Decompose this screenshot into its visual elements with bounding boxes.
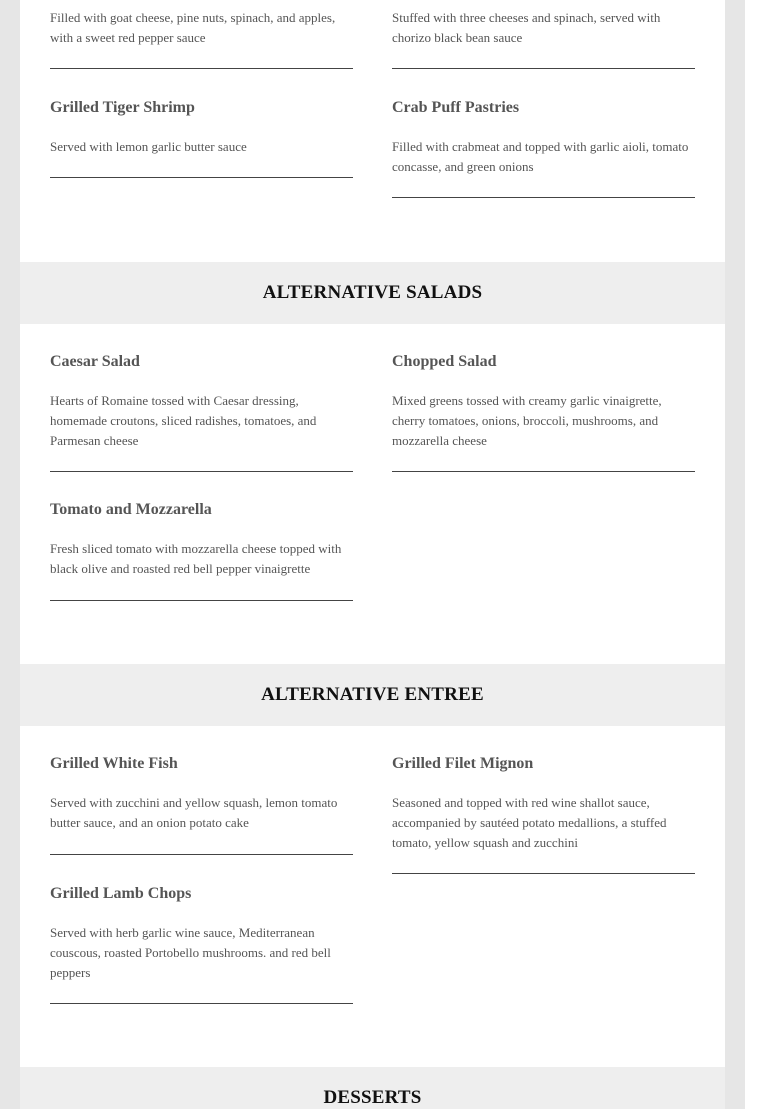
menu-item-description: Mixed greens tossed with creamy garlic vinaigrette, cherry tomatoes, onions, broccoli, mushrooms, and mozzarella cheese xyxy=(392,393,662,448)
section-heading-salads xyxy=(20,262,725,324)
menu-item-title: Grilled Tiger Shrimp xyxy=(50,99,195,116)
menu-item-description: Served with herb garlic wine sauce, Mediterranean couscous, roasted Portobello mushrooms. and red bell peppers xyxy=(50,925,331,980)
section-heading-entree xyxy=(20,664,725,726)
menu-item-description: Served with zucchini and yellow squash, lemon tomato butter sauce, and an onion potato cake xyxy=(50,795,338,830)
menu-item-description: Served with lemon garlic butter sauce xyxy=(50,139,247,154)
menu-item xyxy=(50,472,353,601)
menu-item-title: Tomato and Mozzarella xyxy=(50,501,212,518)
menu-item-description: Stuffed with three cheeses and spinach, served with chorizo black bean sauce xyxy=(392,10,661,45)
menu-item-description: Seasoned and topped with red wine shallot sauce, accompanied by sautéed potato medallions, a stuffed tomato, yellow squash and zucchini xyxy=(392,795,667,850)
menu-item-title: Chopped Salad xyxy=(392,353,497,370)
menu-item-description: Filled with crabmeat and topped with garlic aioli, tomato concasse, and green onions xyxy=(392,139,689,174)
salads-section xyxy=(20,324,725,664)
menu-item xyxy=(50,0,353,69)
menu-item xyxy=(50,726,353,855)
menu-item xyxy=(50,324,353,472)
menu-item-description: Filled with goat cheese, pine nuts, spinach, and apples, with a sweet red pepper sauce xyxy=(50,10,336,45)
menu-item-title: Caesar Salad xyxy=(50,353,140,370)
menu-item-title: Crab Puff Pastries xyxy=(392,99,520,116)
section-title: ALTERNATIVE SALADS xyxy=(262,282,483,303)
menu-item xyxy=(392,69,695,198)
menu-item xyxy=(50,855,353,1004)
section-heading-desserts xyxy=(20,1067,725,1109)
entree-section xyxy=(20,726,725,1067)
section-title: ALTERNATIVE ENTREE xyxy=(261,684,484,705)
menu-item-title: Grilled White Fish xyxy=(50,755,178,772)
salads-column-right xyxy=(392,324,695,472)
appetizers-column-right xyxy=(392,0,695,198)
appetizers-section xyxy=(20,0,725,262)
menu-item-title: Grilled Lamb Chops xyxy=(50,885,192,902)
menu-item-description: Hearts of Romaine tossed with Caesar dressing, homemade croutons, sliced radishes, tomatoes, and Parmesan cheese xyxy=(50,393,317,448)
menu-item xyxy=(392,324,695,472)
menu-item-description: Fresh sliced tomato with mozzarella cheese topped with black olive and roasted red bell pepper vinaigrette xyxy=(50,541,342,576)
menu-item-title: Grilled Filet Mignon xyxy=(392,755,534,772)
page-scroll-gutter xyxy=(745,0,765,1109)
menu-item xyxy=(392,0,695,69)
menu-item xyxy=(50,69,353,178)
appetizers-column-left xyxy=(50,0,353,178)
entree-column-left xyxy=(50,726,353,1004)
entree-column-right xyxy=(392,726,695,874)
menu-card xyxy=(20,0,725,1109)
menu-item xyxy=(392,726,695,874)
salads-column-left xyxy=(50,324,353,601)
section-title: DESSERTS xyxy=(323,1087,422,1108)
